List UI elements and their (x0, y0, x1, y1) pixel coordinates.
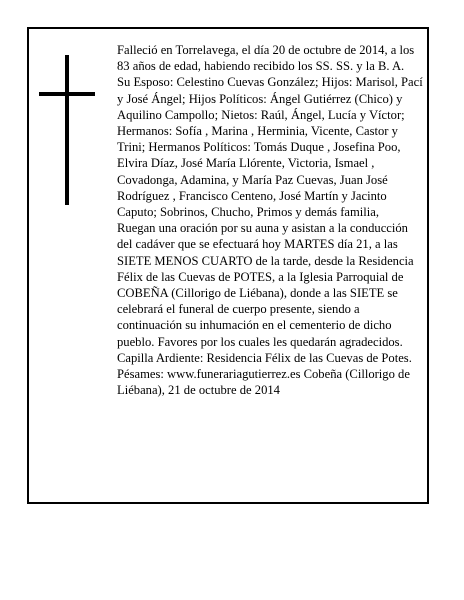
family-list: Su Esposo: Celestino Cuevas González; Hijos: Marisol, Pací y José Ángel; Hijos Políticos: Ángel Gutiérrez (Chico) y Aquilino Campollo; Nietos: Raúl, Ángel, Lucía y Víctor; Hermanos: Sofía , Marina , Herminia, Vicente, Castor y Trini; Hermanos Políticos: Tomás Duque , Josefina Poo, Elvira Díaz, José María Llórente, Victoria, Ismael , Covadonga, Adamina, y María Paz Cuevas, Juan José Rodríguez , Francisco Centeno, José Martín y Jacinto Caputo; Sobrinos, Chucho, Primos y demás familia, (117, 75, 423, 220)
cross-vertical-bar (65, 55, 69, 205)
funeral-details: Ruegan una oración por su auna y asistan a la conducción del cadáver que se efectuará hoy MARTES día 21, a las SIETE MENOS CUARTO de la tarde, desde la Residencia Félix de las Cuevas de POTES, a la Iglesia Parroquial de COBEÑA (Cillorigo de Liébana), donde a las SIETE se celebrará el funeral de cuerpo presente, siendo a continuación su inhumación en el cementerio de dicho pueblo. Favores por los cuales les quedarán agradecidos. Capilla Ardiente: Residencia Félix de las Cuevas de Potes. (117, 221, 414, 365)
latin-cross-icon (39, 55, 95, 205)
obituary-notice (27, 27, 429, 504)
cross-horizontal-bar (39, 92, 95, 96)
death-announcement: Falleció en Torrelavega, el día 20 de octubre de 2014, a los 83 años de edad, habiendo recibido los SS. SS. y la B. A. (117, 43, 415, 74)
condolences-line: Pésames: www.funerariagutierrez.es Cobeña (Cillorigo de Liébana), 21 de octubre de 2014 (117, 367, 410, 398)
obituary-text (117, 42, 423, 398)
